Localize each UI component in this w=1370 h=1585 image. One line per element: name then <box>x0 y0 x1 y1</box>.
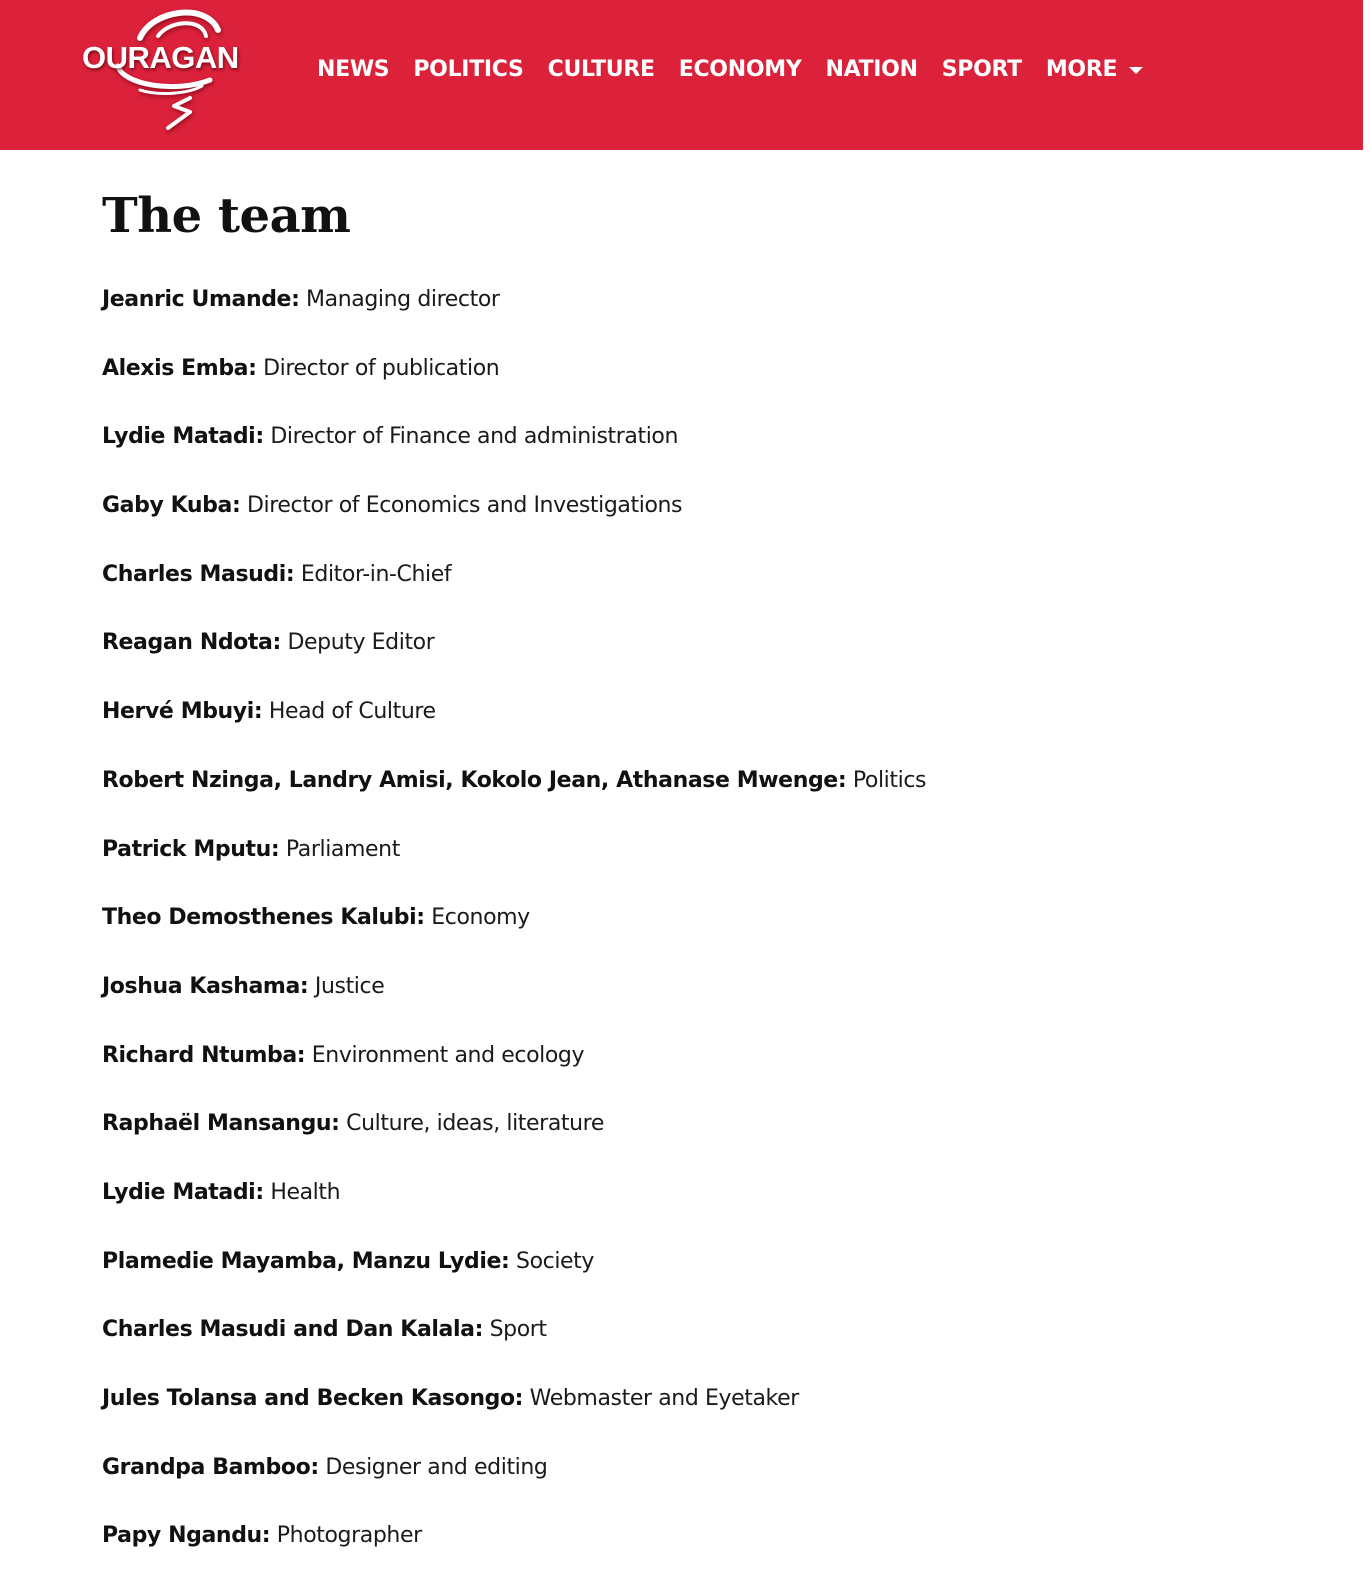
team-member <box>102 1104 926 1173</box>
member-name: Plamedie Mayamba, Manzu Lydie: <box>102 1248 510 1274</box>
member-name: Hervé Mbuyi: <box>102 699 263 725</box>
member-name: Joshua Kashama: <box>102 973 309 999</box>
member-name: Lydie Matadi: <box>102 1179 264 1205</box>
member-role: Managing director <box>299 287 500 312</box>
nav-item-label: NEWS <box>317 56 390 82</box>
member-name: Jules Tolansa and Becken Kasongo: <box>102 1386 524 1411</box>
member-role: Sport <box>482 1317 547 1343</box>
team-member <box>102 830 926 899</box>
nav-item-label: POLITICS <box>413 56 524 82</box>
member-role: Director of publication <box>256 355 500 381</box>
nav-item-economy[interactable] <box>679 57 802 82</box>
site-logo[interactable] <box>78 0 258 140</box>
main-content <box>102 180 1282 1549</box>
member-name: Lydie Matadi: <box>102 424 264 450</box>
member-name: Papy Ngandu: <box>102 1523 271 1549</box>
member-role: Health <box>263 1179 341 1205</box>
team-member <box>102 280 926 349</box>
team-member <box>102 1516 926 1585</box>
member-role: Economy <box>424 905 530 931</box>
member-name: Robert Nzinga, Landry Amisi, Kokolo Jean, Athanase Mwenge: <box>102 767 847 793</box>
member-name: Gaby Kuba: <box>102 493 241 519</box>
team-member <box>102 1242 926 1311</box>
member-name: Alexis Emba: <box>102 355 257 381</box>
nav-item-more[interactable] <box>1046 57 1143 82</box>
team-list <box>102 280 926 1585</box>
member-role: Justice <box>308 973 385 999</box>
team-member <box>102 486 926 555</box>
team-member <box>102 1036 926 1105</box>
member-role: Head of Culture <box>262 699 436 725</box>
member-name: Charles Masudi and Dan Kalala: <box>102 1317 483 1343</box>
member-name: Grandpa Bamboo: <box>102 1454 319 1480</box>
member-name: Theo Demosthenes Kalubi: <box>102 905 425 931</box>
site-header <box>0 0 1363 150</box>
main-nav <box>317 52 1167 86</box>
logo-wordmark: OURAGAN <box>82 40 239 75</box>
nav-item-label: SPORT <box>941 56 1022 82</box>
team-member <box>102 1173 926 1242</box>
nav-item-politics[interactable] <box>413 57 523 82</box>
team-member <box>102 1310 926 1379</box>
nav-item-label: MORE <box>1045 56 1118 82</box>
member-role: Deputy Editor <box>280 630 435 656</box>
team-member <box>102 555 926 624</box>
member-role: Director of Economics and Investigations <box>240 493 683 519</box>
nav-item-label: NATION <box>825 56 918 82</box>
member-role: Webmaster and Eyetaker <box>523 1386 799 1411</box>
nav-item-news[interactable] <box>317 57 389 82</box>
team-member <box>102 349 926 418</box>
team-member <box>102 417 926 486</box>
team-member <box>102 898 926 967</box>
member-role: Director of Finance and administration <box>263 424 679 450</box>
team-member <box>102 623 926 692</box>
member-name: Richard Ntumba: <box>102 1042 306 1068</box>
member-name: Jeanric Umande: <box>102 287 300 312</box>
team-member <box>102 1379 926 1448</box>
caret-down-icon <box>1129 67 1143 74</box>
member-name: Raphaël Mansangu: <box>102 1111 340 1137</box>
member-role: Designer and editing <box>318 1454 548 1480</box>
page-title: The team <box>102 188 351 244</box>
member-name: Reagan Ndota: <box>102 630 281 656</box>
member-role: Photographer <box>270 1523 422 1549</box>
team-member <box>102 692 926 761</box>
team-member <box>102 761 926 830</box>
member-role: Society <box>509 1248 595 1274</box>
nav-item-sport[interactable] <box>942 57 1022 82</box>
member-role: Culture, ideas, literature <box>339 1111 604 1137</box>
nav-item-label: ECONOMY <box>678 56 802 82</box>
member-role: Parliament <box>279 836 400 862</box>
member-role: Politics <box>846 767 927 793</box>
member-name: Charles Masudi: <box>102 561 295 587</box>
member-role: Editor-in-Chief <box>294 561 452 587</box>
member-name: Patrick Mputu: <box>102 836 280 862</box>
nav-item-nation[interactable] <box>825 57 917 82</box>
nav-item-culture[interactable] <box>548 57 655 82</box>
team-member <box>102 1448 926 1517</box>
team-member <box>102 967 926 1036</box>
member-role: Environment and ecology <box>305 1042 585 1068</box>
nav-item-label: CULTURE <box>547 56 655 82</box>
